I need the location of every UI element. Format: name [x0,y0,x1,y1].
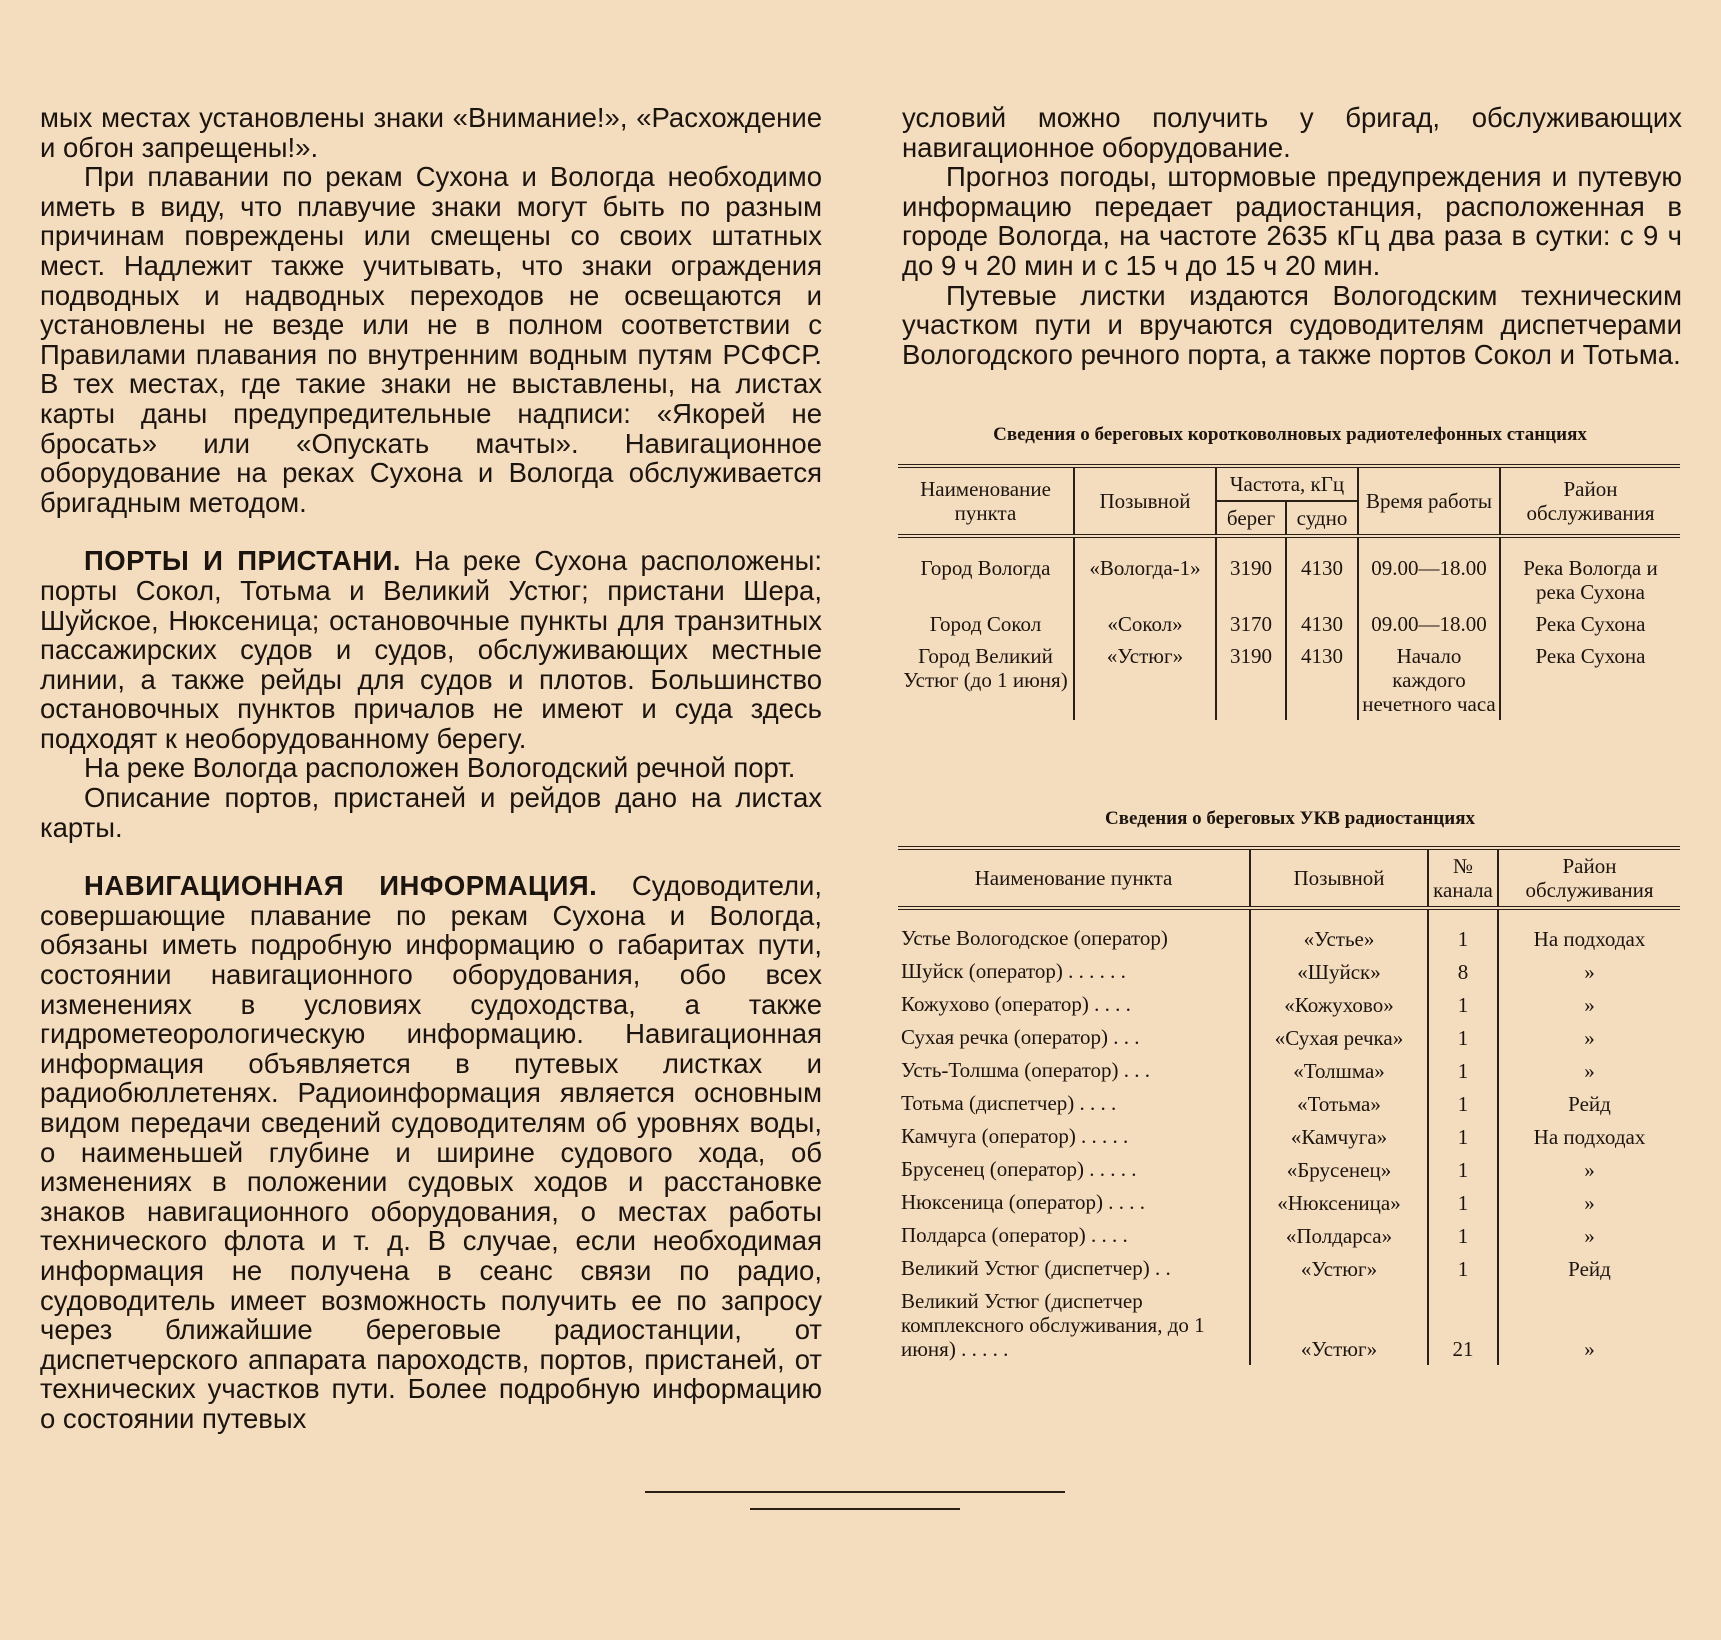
cell-area: » [1498,1054,1680,1087]
cell-ship: 4130 [1286,552,1358,608]
paragraph-continuation: мых местах установлены знаки «Внимание!», «Расхождение и обгон запрещены!». [40,102,822,163]
cell-channel: 1 [1428,1219,1498,1252]
nav-heading: НАВИГАЦИОННАЯ ИНФОРМАЦИЯ. [84,870,598,902]
cell-time: 09.00—18.00 [1358,608,1500,640]
cell-callsign: «Шуйск» [1250,955,1428,988]
cell-channel: 1 [1428,1087,1498,1120]
table-row [898,1120,1680,1153]
cell-callsign: «Толшма» [1250,1054,1428,1087]
cell-name: Усть-Толшма (оператор) . . . [901,1058,1150,1082]
cell-area: » [1498,1186,1680,1219]
header-frequency: Частота, кГц [1216,466,1358,501]
table-row [898,1252,1680,1285]
paragraph-vologda-port: На реке Вологда расположен Вологодский речной порт. [84,752,796,784]
paragraph-nav-info [40,871,822,1433]
cell-area: На подходах [1498,1120,1680,1153]
cell-name: Город Вологда [920,556,1051,580]
table2-caption: Сведения о береговых УКВ радиостанциях [1105,808,1475,829]
cell-area: Рейд [1498,1252,1680,1285]
table-row [898,1021,1680,1054]
right-column [902,103,1682,369]
table-row [898,1285,1680,1365]
header-name: Наименование пункта [898,466,1074,536]
table-row [898,1087,1680,1120]
cell-area: Рейд [1498,1087,1680,1120]
table-row [898,955,1680,988]
cell-ship: 4130 [1286,608,1358,640]
cell-channel: 1 [1428,1186,1498,1219]
cell-name: Камчуга (оператор) . . . . . [901,1124,1129,1148]
cell-shore: 3190 [1216,552,1286,608]
cell-area: » [1498,1219,1680,1252]
cell-channel: 8 [1428,955,1498,988]
header-name: Наименование пункта [898,848,1250,908]
cell-name: Полдарса (оператор) . . . . [901,1223,1128,1247]
paragraph-path-sheets: Путевые листки издаются Вологодским техническим участком пути и вручаются судоводителям диспетчерами Вологодского речного порта, а также портов Сокол и Тотьма. [902,279,1682,370]
cell-channel: 21 [1428,1285,1498,1365]
divider-rule [645,1491,1065,1493]
table-shortwave-stations [898,464,1680,720]
cell-callsign: «Устюг» [1250,1252,1428,1285]
paragraph-port-description: Описание портов, пристаней и рейдов дано на листах карты. [40,782,822,843]
cell-name: Город Сокол [929,612,1042,636]
cell-channel: 1 [1428,988,1498,1021]
cell-channel: 1 [1428,1252,1498,1285]
table-row [898,552,1680,608]
table-row [898,640,1680,720]
paragraph-continuation-right: условий можно получить у бригад, обслуживающих навигационное оборудование. [902,102,1682,163]
table-row [898,1186,1680,1219]
header-callsign: Позывной [1250,848,1428,908]
cell-callsign: «Устье» [1250,922,1428,955]
table1-caption: Сведения о береговых коротковолновых радиотелефонных станциях [993,424,1587,445]
cell-name: Устье Вологодское (оператор) [901,926,1168,950]
cell-callsign: «Устюг» [1074,640,1216,720]
cell-shore: 3170 [1216,608,1286,640]
cell-shore: 3190 [1216,640,1286,720]
cell-area: » [1498,955,1680,988]
cell-name: Тотьма (диспетчер) . . . . [901,1091,1117,1115]
cell-name: Сухая речка (оператор) . . . [901,1025,1140,1049]
cell-callsign: «Нюксеница» [1250,1186,1428,1219]
cell-ship: 4130 [1286,640,1358,720]
cell-callsign: «Устюг» [1250,1285,1428,1365]
header-service-area: Район обслуживания [1500,466,1680,536]
cell-channel: 1 [1428,1153,1498,1186]
header-ship: судно [1286,501,1358,536]
table-row [898,1153,1680,1186]
cell-name: Кожухово (оператор) . . . . [901,992,1131,1016]
cell-area: Река Сухона [1500,608,1680,640]
cell-channel: 1 [1428,922,1498,955]
table-row [898,988,1680,1021]
cell-callsign: «Тотьма» [1250,1087,1428,1120]
header-shore: берег [1216,501,1286,536]
cell-area: » [1498,988,1680,1021]
cell-callsign: «Сухая речка» [1250,1021,1428,1054]
divider-rule [750,1508,960,1510]
cell-callsign: «Камчуга» [1250,1120,1428,1153]
cell-callsign: «Вологда-1» [1074,552,1216,608]
left-column [40,103,822,1434]
header-callsign: Позывной [1074,466,1216,536]
cell-area: Река Вологда и река Сухона [1500,552,1680,608]
cell-time: 09.00—18.00 [1358,552,1500,608]
header-service-area: Район обслуживания [1498,848,1680,908]
cell-name: Город Великий Устюг (до 1 июня) [903,644,1068,692]
cell-callsign: «Сокол» [1074,608,1216,640]
cell-callsign: «Полдарса» [1250,1219,1428,1252]
cell-area: » [1498,1285,1680,1365]
cell-name: Брусенец (оператор) . . . . . [901,1157,1137,1181]
cell-channel: 1 [1428,1021,1498,1054]
paragraph-sign-warning: При плавании по рекам Сухона и Вологда необходимо иметь в виду, что плавучие знаки могут быть по разным причинам повреждены или смещены со своих штатных мест. Надлежит также учитывать, что знаки ограждения подводных и надводных переходов не освещаются и установлены не везде или не в полном соответствии с Правилами плавания по внутренним водным путям РСФСР. В тех местах, где такие знаки не выставлены, на листах карты даны предупредительные надписи: «Якорей не бросать» или «Опускать мачты». Навигационное оборудование на реках Сухона и Вологда обслуживается бригадным методом. [40,161,822,518]
paragraph-ports [40,546,822,753]
table-vhf-stations [898,846,1680,1365]
table-row [898,1219,1680,1252]
cell-time: Начало каждого нечетного часа [1358,640,1500,720]
cell-channel: 1 [1428,1054,1498,1087]
cell-callsign: «Кожухово» [1250,988,1428,1021]
cell-area: На подходах [1498,922,1680,955]
cell-name: Великий Устюг (диспетчер комплексного обслуживания, до 1 июня) . . . . . [901,1289,1205,1361]
header-channel: № канала [1428,848,1498,908]
cell-callsign: «Брусенец» [1250,1153,1428,1186]
cell-name: Нюксеница (оператор) . . . . [901,1190,1145,1214]
cell-channel: 1 [1428,1120,1498,1153]
cell-area: Река Сухона [1500,640,1680,720]
header-work-time: Время работы [1358,466,1500,536]
cell-name: Шуйск (оператор) . . . . . . [901,959,1126,983]
table-row [898,922,1680,955]
ports-heading: ПОРТЫ И ПРИСТАНИ. [84,545,401,577]
nav-text: Судоводители, совершающие плавание по рекам Сухона и Вологда, обязаны иметь подробную информацию о габаритах пути, состоянии навигационного оборудования, обо всех изменениях в условиях судоходства, а также гидрометеорологическую информацию. Навигационная информация объявляется в путевых листках и радиобюллетенях. Радиоинформация является основным видом передачи сведений судоводителям об уровнях воды, о наименьшей глубине и ширине судового хода, об изменениях в положении судовых ходов и расстановке знаков навигационного оборудования, о местах работы технического флота и т. д. В случае, если необходимая информация не получена в сеанс связи по радио, судоводитель имеет возможность получить ее по запросу через ближайшие береговые радиостанции, от диспетчерского аппарата пароходств, портов, пристаней, от технических участков пути. Более подробную информацию о состоянии путевых [40,870,822,1434]
table-row [898,608,1680,640]
cell-name: Великий Устюг (диспетчер) . . [901,1256,1171,1280]
table-row [898,1054,1680,1087]
paragraph-weather: Прогноз погоды, штормовые предупреждения и путевую информацию передает радиостанция, расположенная в городе Вологда, на частоте 2635 кГц два раза в сутки: с 9 ч до 9 ч 20 мин и с 15 ч до 15 ч 20 мин. [902,161,1682,281]
cell-area: » [1498,1153,1680,1186]
cell-area: » [1498,1021,1680,1054]
ports-text: На реке Сухона расположены: порты Сокол, Тотьма и Великий Устюг; пристани Шера, Шуйское, Нюксеница; остановочные пункты для транзитных пассажирских судов и судов, обслуживающих местные линии, а также рейды для судов и плотов. Большинство остановочных пунктов причалов не имеют и суда здесь подходят к необорудованному берегу. [40,545,822,754]
